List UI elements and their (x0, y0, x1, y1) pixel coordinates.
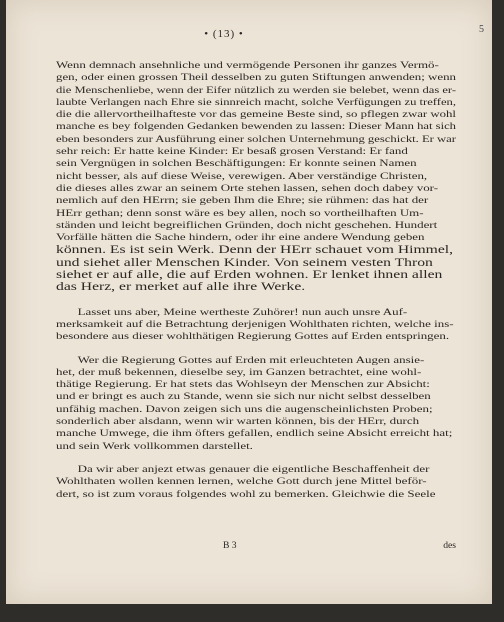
text-line: manche Umwege, die ihm öfters gefallen, endlich seine Absicht erreicht hat; (56, 428, 453, 440)
page-number (124, 28, 324, 44)
text-line: Wohlthaten wollen kennen lernen, welche Gott durch jene Mittel beför- (56, 476, 427, 488)
book-page (6, 0, 492, 604)
text-line: die die allervortheilhafteste vor das gemeine Beste sind, so pflegen zwar wohl (56, 109, 456, 121)
text-line: Wer die Regierung Gottes auf Erden mit erleuchteten Augen ansie- (77, 354, 425, 366)
body-text (56, 60, 456, 501)
text-line: die dieses alles zwar an seinem Orte stehen lassen, sehen doch dabey vor- (56, 182, 439, 194)
text-line: sein Vergnügen in solchen Beschäftigungen: Er konnte seinen Namen (56, 158, 417, 170)
text-line: laubte Verlangen nach Ehre sie sinnreich macht, solche Verfügungen zu treffen, (56, 96, 456, 108)
text-line: het, der muß bekennen, dieselbe sey, im Ganzen betrachtet, eine wohl- (56, 366, 422, 378)
text-line: und sein Werk vollkommen darstellet. (56, 440, 253, 452)
text-line: und er bringt es auch zu Stande, wenn sie sich nur nicht selbst desselben (56, 391, 431, 403)
text-line: manche es bey folgenden Gedanken bewenden zu lassen: Dieser Mann hat sich (56, 121, 456, 133)
text-line: sonderlich aber alsdann, wenn wir warten können, bis der HErr, durch (56, 416, 420, 428)
paragraph-4 (56, 464, 456, 501)
text-line-emphasis: das Herz, er merket auf alle ihre Werke. (56, 280, 306, 294)
text-line: dert, so ist zum voraus folgendes wohl zu bemerken. Gleichwie die Seele (56, 488, 436, 500)
text-line: nicht besser, als auf diese Weise, verewigen. Aber verständige Christen, (56, 170, 428, 182)
catchword: des (443, 540, 456, 551)
text-line-emphasis: siehet er auf alle, die auf Erden wohnen. Er lenket ihnen allen (56, 268, 443, 282)
text-line: eben besonders zur Ausführung einer solchen Unternehmung geschickt. Er war (56, 133, 456, 145)
text-line: besondere aus dieser wohlthätigen Regierung Gottes auf Erden entspringen. (56, 331, 450, 343)
text-line-emphasis: und siehet aller Menschen Kinder. Von seinem vesten Thron (56, 255, 433, 269)
text-line: thätige Regierung. Er hat stets das Wohlseyn der Menschen zur Absicht: (56, 379, 430, 391)
paragraph-2 (56, 307, 456, 344)
text-line: Lasset uns aber, Meine wertheste Zuhörer! nun auch unsre Auf- (77, 306, 408, 318)
text-line: merksamkeit auf die Betrachtung derjenigen Wohlthaten richten, welche ins- (56, 318, 454, 330)
paragraph-1 (56, 60, 456, 294)
text-line: gen, oder einen grossen Theil desselben zu guten Stiftungen anwenden; wenn (56, 72, 456, 84)
text-line: Vorfälle hätten die Sache hindern, oder ihr eine andere Wendung geben (56, 232, 425, 244)
text-line: Da wir aber anjezt etwas genauer die eigentliche Beschaffenheit der (77, 463, 430, 475)
text-line: nemlich auf den HErrn; sie geben Ihm die Ehre; sie rühmen: das hat der (56, 195, 429, 207)
text-line: ständen und leicht begreiflichen Gründen, doch nicht geschehen. Hundert (56, 219, 438, 231)
text-line: die Menschenliebe, wenn der Eifer nützlich zu werden sie belebet, wenn das er- (56, 84, 456, 96)
signature-mark: B 3 (223, 540, 237, 551)
text-line: HErr gethan; denn sonst wäre es bey allen, noch so vortheilhaften Um- (56, 207, 424, 219)
text-line: unfähig machen. Davon zeigen sich uns die augenscheinlichsten Proben; (56, 403, 433, 415)
corner-mark: 5 (479, 24, 484, 35)
ornament-right: • (238, 28, 244, 40)
text-line: sehr reich: Er hatte keine Kinder: Er besaß grosen Verstand: Er fand (56, 146, 408, 158)
paragraph-3 (56, 355, 456, 453)
text-line-emphasis: können. Es ist sein Werk. Denn der HErr schauet vom Himmel, (56, 243, 454, 257)
page-number-text: (13) (212, 28, 236, 40)
text-line: Wenn demnach ansehnliche und vermögende Personen ihr ganzes Vermö- (56, 60, 439, 71)
ornament-left: • (204, 28, 210, 40)
